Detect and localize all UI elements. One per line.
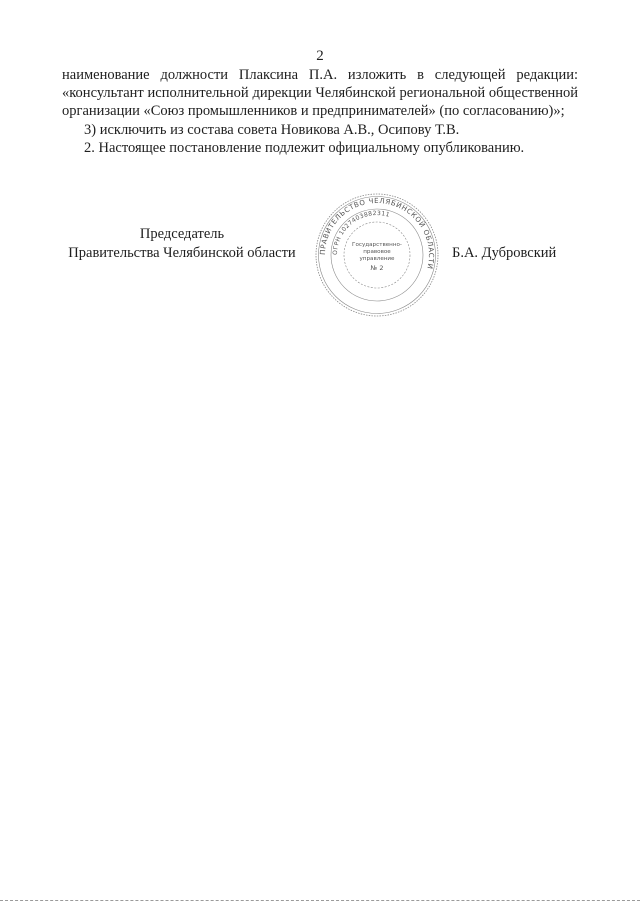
signer-name: Б.А. Дубровский bbox=[452, 245, 557, 261]
paragraph-publication: 2. Настоящее постановление подлежит официальному опубликованию. bbox=[84, 139, 525, 156]
seal-graphic bbox=[314, 192, 440, 318]
document-body bbox=[62, 66, 578, 157]
signer-title-line1: Председатель bbox=[139, 226, 225, 242]
official-seal bbox=[314, 192, 440, 318]
paragraph-position-change: наименование должности Плаксина П.А. изложить в следующей редакции: «консультант исполнительной дирекции Челябинской региональной общественной организации «Союз промышленников и предпринимателей» (по согласованию)»; bbox=[62, 67, 578, 120]
scan-bottom-edge bbox=[0, 900, 640, 902]
seal-center-line1: Государственно- bbox=[352, 242, 402, 248]
signer-title bbox=[62, 225, 302, 262]
page-number: 2 bbox=[316, 48, 324, 64]
signer-title-line2: Правительства Челябинской области bbox=[68, 244, 296, 261]
seal-center-line3: управление bbox=[359, 256, 395, 262]
seal-outer-text: ПРАВИТЕЛЬСТВО ЧЕЛЯБИНСКОЙ ОБЛАСТИ bbox=[318, 196, 436, 271]
paragraph-exclude-members: 3) исключить из состава совета Новикова А.В., Осипову Т.В. bbox=[84, 121, 460, 138]
seal-center-number: № 2 bbox=[370, 264, 384, 272]
seal-inner-text: ОГРН 1027403882311 bbox=[331, 209, 391, 256]
seal-center-line2: правовое bbox=[363, 249, 391, 255]
